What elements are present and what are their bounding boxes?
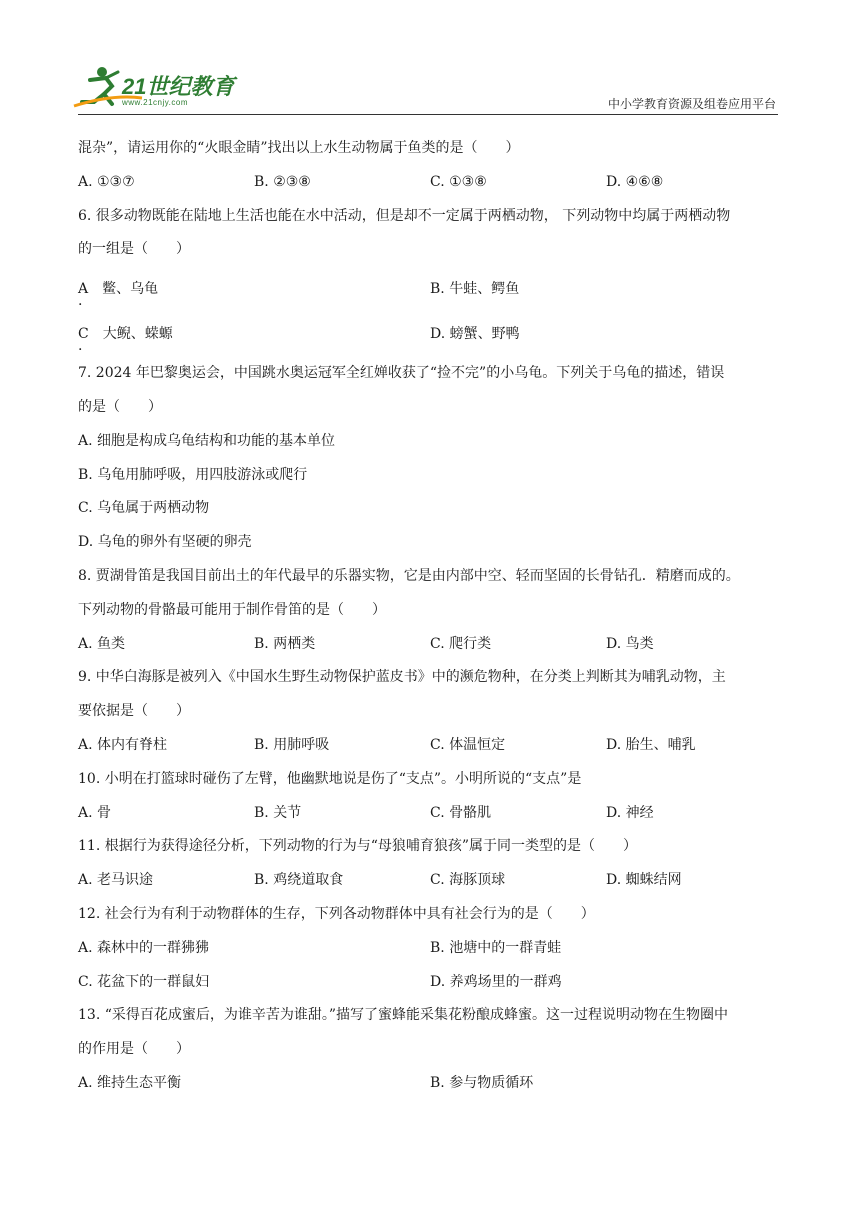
q13-stem-line1: 13. “采得百花成蜜后，为谁辛苦为谁甜。”描写了蜜蜂能采集花粉酿成蜂蜜。这一过程说明动物在生物圈中 <box>78 1007 729 1024</box>
q6-options-row1 <box>78 267 784 312</box>
option-a: A. 体内有脊柱 <box>78 736 168 753</box>
option-c: C. 海豚顶球 <box>430 872 506 889</box>
q9-options <box>78 729 784 763</box>
option-a: A. 老马识途 <box>78 872 154 889</box>
q12-options-row2 <box>78 966 784 1000</box>
q11-options <box>78 864 784 898</box>
option-d: D. 养鸡场里的一群鸡 <box>430 973 562 990</box>
q8-stem-line1: 8. 贾湖骨笛是我国目前出土的年代最早的乐器实物，它是由内部中空、轻而坚固的长骨钻孔．精磨而成的。 <box>78 567 740 584</box>
q10-stem: 10. 小明在打篮球时碰伤了左臂，他幽默地说是伤了“支点”。小明所说的“支点”是 <box>78 770 582 787</box>
option-a: A. 鱼类 <box>78 635 126 652</box>
q8-stem-line2: 下列动物的骨骼最可能用于制作骨笛的是（ ） <box>78 601 386 618</box>
option-d: D. ④⑥⑧ <box>606 173 664 190</box>
option-b: B. 两栖类 <box>254 635 316 652</box>
q13-options-row1 <box>78 1067 784 1101</box>
option-b: B. 牛蛙、鳄鱼 <box>430 281 520 298</box>
option-d: D. 乌龟的卵外有坚硬的卵壳 <box>78 534 252 551</box>
option-d: D. 螃蟹、野鸭 <box>430 326 520 343</box>
logo-21cnjy <box>72 64 242 116</box>
q11-stem: 11. 根据行为获得途径分析，下列动物的行为与“母狼哺育狼孩”属于同一类型的是（ ） <box>78 838 638 855</box>
option-a: A 鳖、乌龟 . <box>78 267 430 312</box>
option-d: D. 胎生、哺乳 <box>606 736 696 753</box>
option-d: D. 鸟类 <box>606 635 654 652</box>
q6-stem-line2: 的一组是（ ） <box>78 241 190 258</box>
option-d: D. 蜘蛛结网 <box>606 872 682 889</box>
q7-stem-line1: 7. 2024 年巴黎奥运会，中国跳水奥运冠军全红婵收获了“捡不完”的小乌龟。下列关于乌龟的描述，错误 <box>78 365 725 382</box>
option-c: C. 花盆下的一群鼠妇 <box>78 973 210 990</box>
option-a: A. 细胞是构成乌龟结构和功能的基本单位 <box>78 432 336 449</box>
q10-options <box>78 797 784 831</box>
option-c: C 大鲵、蝾螈 . <box>78 312 430 357</box>
platform-title: 中小学教育资源及组卷应用平台 <box>607 97 776 111</box>
q6-stem-line1: 6. 很多动物既能在陆地上生活也能在水中活动，但是却不一定属于两栖动物， 下列动物中均属于两栖动物 <box>78 207 731 224</box>
option-b: B. 参与物质循环 <box>430 1074 534 1091</box>
q8-options <box>78 628 784 662</box>
q7-stem-line2: 的是（ ） <box>78 398 162 415</box>
option-a: A. 维持生态平衡 <box>78 1074 182 1091</box>
q6-options-row2 <box>78 312 784 357</box>
question-list <box>78 132 784 1101</box>
option-b: B. 池塘中的一群青蛙 <box>430 939 562 956</box>
option-c: C. ①③⑧ <box>430 173 487 190</box>
q5-stem: 混杂”，请运用你的“火眼金睛”找出以上水生动物属于鱼类的是（ ） <box>78 140 520 156</box>
q13-stem-line2: 的作用是（ ） <box>78 1041 190 1058</box>
q12-options-row1 <box>78 932 784 966</box>
option-b: B. 鸡绕道取食 <box>254 872 344 889</box>
option-c: C. 体温恒定 <box>430 736 506 753</box>
logo-url: www.21cnjy.com <box>122 98 188 107</box>
option-c: C. 爬行类 <box>430 635 492 652</box>
option-a: A. ①③⑦ <box>78 173 135 190</box>
option-b: B. 用肺呼吸 <box>254 736 330 753</box>
option-a: A. 骨 <box>78 804 112 821</box>
q12-stem: 12. 社会行为有利于动物群体的生存，下列各动物群体中具有社会行为的是（ ） <box>78 905 595 922</box>
page-header <box>0 0 860 120</box>
q5-options <box>78 166 784 200</box>
option-c: C. 骨骼肌 <box>430 804 492 821</box>
option-b: B. ②③⑧ <box>254 173 311 190</box>
option-b: B. 乌龟用肺呼吸，用四肢游泳或爬行 <box>78 466 308 483</box>
option-a: A. 森林中的一群狒狒 <box>78 939 210 956</box>
svg-text:21世纪教育: 21世纪教育 <box>122 74 235 99</box>
option-c: C. 乌龟属于两栖动物 <box>78 500 210 517</box>
option-d: D. 神经 <box>606 804 654 821</box>
q9-stem-line1: 9. 中华白海豚是被列入《中国水生野生动物保护蓝皮书》中的濒危物种，在分类上判断其为哺乳动物，主 <box>78 669 726 686</box>
option-b: B. 关节 <box>254 804 302 821</box>
header-rule <box>78 114 778 115</box>
q9-stem-line2: 要依据是（ ） <box>78 703 190 720</box>
